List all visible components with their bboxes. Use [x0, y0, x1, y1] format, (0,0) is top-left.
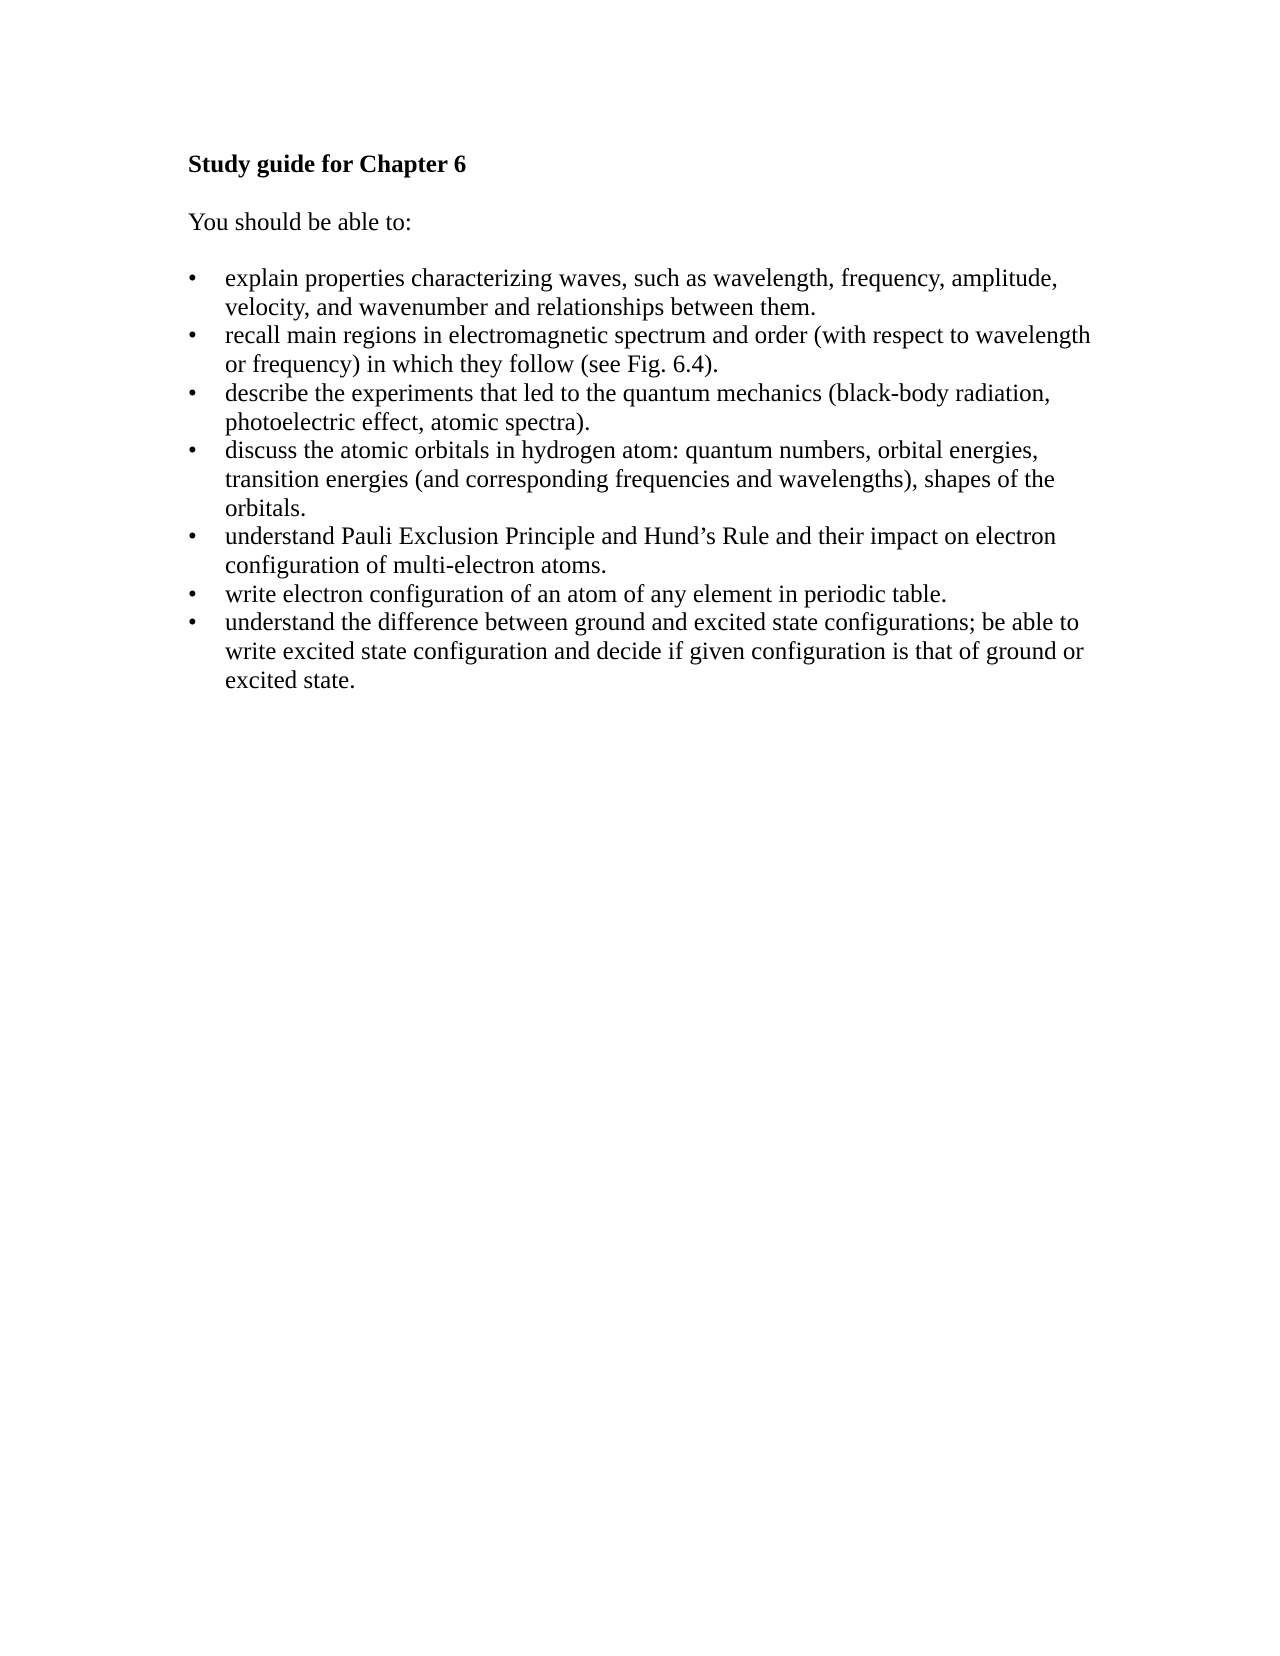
list-item — [188, 609, 1108, 695]
list-item-text: describe the experiments that led to the quantum mechanics (black-body radiation, photoelectric effect, atomic spectra). — [225, 379, 1051, 436]
bullet-icon: • — [188, 379, 197, 407]
list-item-text: understand the difference between ground and excited state configurations; be able to write excited state configuration and decide if given configuration is that of ground or excited state. — [225, 609, 1084, 694]
list-item — [188, 437, 1108, 523]
list-item — [188, 322, 1108, 379]
objectives-list — [188, 265, 1108, 696]
list-item — [188, 380, 1108, 437]
list-item — [188, 523, 1108, 580]
list-item-text: discuss the atomic orbitals in hydrogen atom: quantum numbers, orbital energies, transition energies (and corresponding frequencies and wavelengths), shapes of the orbitals. — [225, 437, 1055, 522]
bullet-icon: • — [188, 580, 197, 608]
list-item-text: explain properties characterizing waves, such as wavelength, frequency, amplitude, velocity, and wavenumber and relationships between them. — [225, 265, 1058, 321]
list-item — [188, 265, 1108, 322]
list-item-text: understand Pauli Exclusion Principle and Hund’s Rule and their impact on electron configuration of multi-electron atoms. — [225, 523, 1057, 580]
bullet-icon: • — [188, 437, 197, 465]
intro-text: You should be able to: — [188, 209, 412, 236]
bullet-icon: • — [188, 523, 197, 551]
bullet-icon: • — [188, 265, 197, 292]
page-title: Study guide for Chapter 6 — [188, 151, 467, 178]
bullet-icon: • — [188, 322, 197, 350]
bullet-icon: • — [188, 609, 197, 637]
list-item — [188, 581, 1108, 610]
list-item-text: recall main regions in electromagnetic spectrum and order (with respect to wavelength or frequency) in which they follow (see Fig. 6.4). — [225, 322, 1091, 379]
list-item-text: write electron configuration of an atom of any element in periodic table. — [225, 580, 947, 608]
